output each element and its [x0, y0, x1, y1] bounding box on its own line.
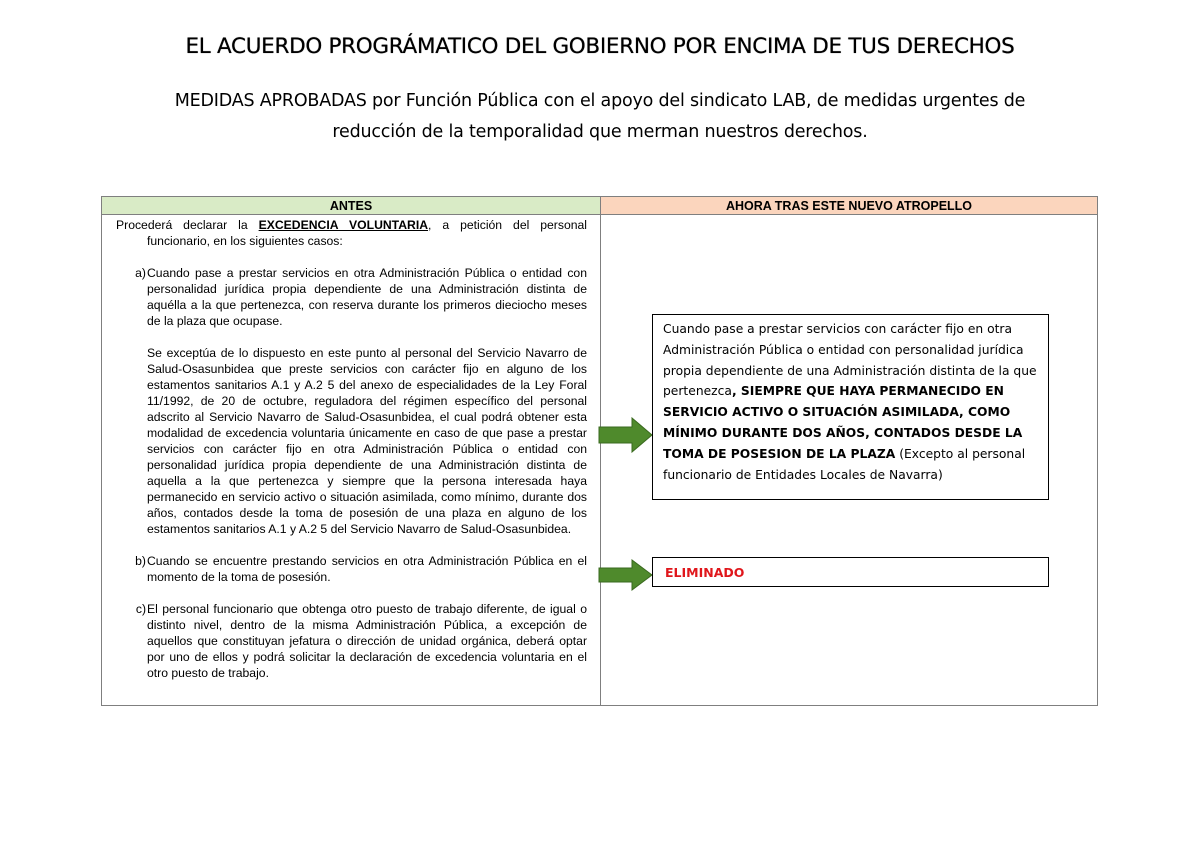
list-item-b	[116, 553, 587, 585]
item-a-label: a)	[135, 266, 146, 280]
intro-post: , a petición del personal funcionario, en los siguientes casos:	[147, 218, 588, 248]
new-rule-box	[652, 314, 1049, 500]
intro-keyword: EXCEDENCIA VOLUNTARIA	[258, 218, 429, 232]
page-title: EL ACUERDO PROGRÁMATICO DEL GOBIERNO POR ENCIMA DE TUS DERECHOS	[185, 34, 1015, 59]
item-a-exception: Se exceptúa de lo dispuesto en este punto al personal del Servicio Navarro de Salud-Osasunbidea que preste servicios con carácter fijo en alguno de los estamentos sanitarios A.1 y A.2 5 del anexo de especialidades de la Ley Foral 11/1992, de 20 de octubre, reguladora del régimen específico del personal adscrito al Servicio Navarro de Salud-Osasunbidea, el cual podrá obtener esta modalidad de excedencia voluntaria únicamente en caso de que pase a prestar servicios con carácter fijo en otra Administración Pública o entidad con personalidad jurídica propia dependiente de una Administración distinta de aquella a la que pertenezca y siempre que la persona interesada haya permanecido en servicio activo o situación asimilada, como mínimo, durante dos años, contados desde la toma de posesión de una plaza en alguno de los estamentos sanitarios A.1 y A.2 5 del Servicio Navarro de Salud-Osasunbidea.	[147, 346, 587, 536]
header-antes: ANTES	[102, 197, 600, 215]
new-rule-exception: (Excepto al personal funcionario de Entidades Locales de Navarra)	[663, 446, 1026, 482]
antes-column	[116, 217, 587, 697]
page-subtitle	[120, 86, 1080, 148]
subtitle-line-1: MEDIDAS APROBADAS por Función Pública con el apoyo del sindicato LAB, de medidas urgentes de	[174, 91, 1026, 111]
subtitle-line-2: reducción de la temporalidad que merman nuestros derechos.	[332, 122, 868, 142]
item-b-label: b)	[135, 554, 146, 568]
new-rule-bold-text: , SIEMPRE QUE HAYA PERMANECIDO EN SERVICIO ACTIVO O SITUACIÓN ASIMILADA, COMO MÍNIMO DURANTE DOS AÑOS, CONTADOS DESDE LA TOMA DE POSESION DE LA PLAZA	[663, 384, 1023, 461]
eliminado-label: ELIMINADO	[665, 565, 745, 580]
right-arrow-icon	[598, 559, 654, 591]
item-c-label: c)	[135, 602, 146, 616]
item-b-text: Cuando se encuentre prestando servicios en otra Administración Pública en el momento de la toma de posesión.	[147, 554, 587, 584]
right-arrow-icon	[598, 417, 654, 453]
list-item-a	[116, 265, 587, 329]
eliminated-box	[652, 557, 1049, 587]
list-item-c	[116, 601, 587, 681]
new-rule-text: Cuando pase a prestar servicios con carácter fijo en otra Administración Pública o entidad con personalidad jurídica propia dependiente de una Administración distinta de la que pertenezca	[663, 322, 1037, 399]
intro-pre: Procederá declarar la	[116, 218, 259, 232]
item-c-text: El personal funcionario que obtenga otro puesto de trabajo diferente, de igual o distinto nivel, dentro de la misma Administración Pública, a excepción de aquellos que constituyan jefatura o dirección de unidad orgánica, deberá optar por uno de ellos y podrá solicitar la declaración de excedencia voluntaria en el otro puesto de trabajo.	[147, 602, 587, 680]
item-a-text: Cuando pase a prestar servicios en otra Administración Pública o entidad con personalidad jurídica propia dependiente de una Administración distinta de aquélla a la que pertenezca, con reserva durante los primeros dieciocho meses de la plaza que ocupase.	[147, 266, 587, 328]
intro-paragraph	[116, 217, 587, 249]
header-ahora: AHORA TRAS ESTE NUEVO ATROPELLO	[601, 197, 1097, 215]
